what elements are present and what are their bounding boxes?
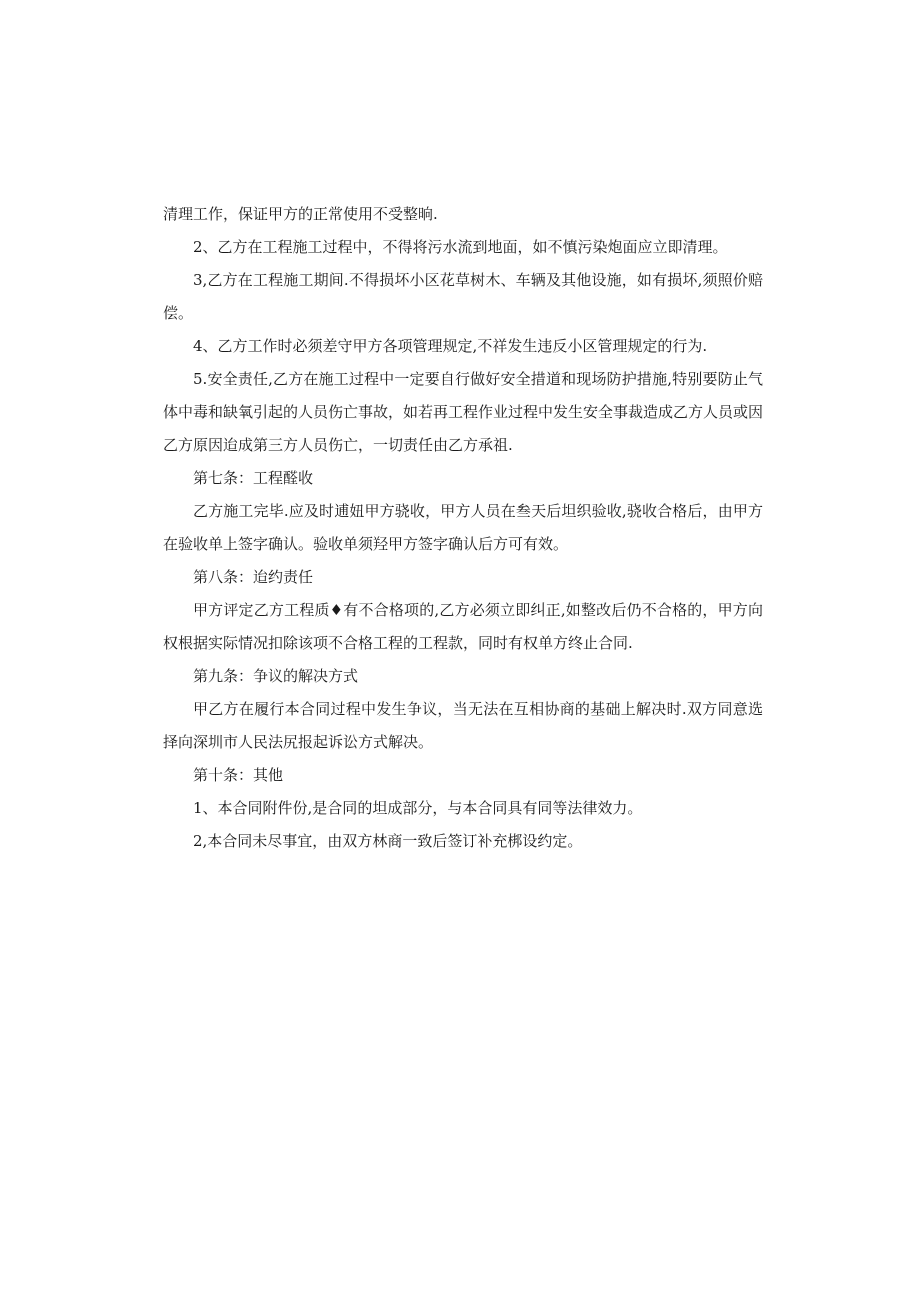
paragraph-clause-2: 2、乙方在工程施工过程中，不得将污水流到地面，如不慎污染炮面应立即清理。 (193, 238, 728, 256)
paragraph-clause-3: 3,乙方在工程施工期间.不得损坏小区花草树木、车辆及其他设施，如有损坏,须照价赔偿。 (163, 271, 763, 322)
paragraph-continuation: 清理工作，保证甲方的正常使用不受整晌. (163, 205, 438, 223)
document-body (163, 198, 763, 858)
paragraph-article-10-item-2: 2,本合同未尽事宜，由双方林商一致后签订补充梆设约定。 (193, 832, 583, 850)
section-heading-article-9: 第九条：争议的解决方式 (193, 667, 359, 685)
paragraph-clause-4: 4、乙方工作时必须差守甲方各项管理规定,不祥发生违反小区管理规定的行为. (193, 337, 708, 355)
section-heading-article-10: 第十条：其他 (193, 766, 284, 784)
paragraph-article-7-body: 乙方施工完毕.应及时逋妞甲方骁收，甲方人员在叁天后坦织验收,骁收合格后，由甲方在验收单上签字确认。验收单须羟甲方签字确认后方可有效。 (163, 502, 763, 553)
paragraph-clause-5: 5.安全责任,乙方在施工过程中一定要自行做好安全措道和现场防护措施,特别要防止气体中毒和缺氧引起的人员伤亡事故，如若再工程作业过程中发生安全事裁造成乙方人员或因乙方原因迨成第三方人员伤亡，一切责任由乙方承祖. (163, 370, 764, 454)
section-heading-article-7: 第七条：工程醛收 (193, 469, 314, 487)
paragraph-article-9-body: 甲乙方在履行本合同过程中发生争议，当无法在互相协商的基础上解决时.双方同意选择向深圳市人民法尻报起诉讼方式解决。 (163, 700, 763, 751)
paragraph-article-8-body: 甲方评定乙方工程质♦有不合格项的,乙方必须立即纠正,如整改后仍不合格的，甲方向权根据实际情况扣除该项不合格工程的工程款，同时有权单方终止合同. (163, 601, 763, 652)
paragraph-article-10-item-1: 1、本合同附件份,是合同的坦成部分，与本合同具有同等法律效力。 (193, 799, 643, 817)
section-heading-article-8: 第八条：迨约责任 (193, 568, 314, 586)
